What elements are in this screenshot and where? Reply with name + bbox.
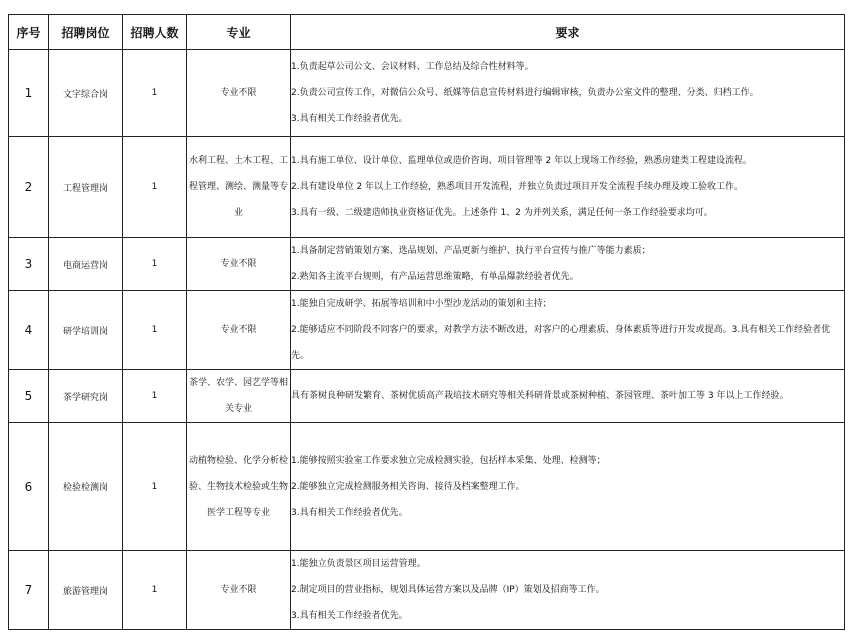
row-position: 研学培训岗 [49, 291, 123, 370]
row-number: 5 [9, 370, 49, 423]
row-number: 7 [9, 551, 49, 630]
requirement-line: 1.能独立负责景区项目运营管理。 [291, 559, 426, 569]
header-major: 专业 [187, 15, 291, 50]
row-number: 2 [9, 137, 49, 238]
header-number: 序号 [9, 15, 49, 50]
requirement-line: 2.能够独立完成检测服务相关咨询、接待及档案整理工作。 [291, 481, 525, 492]
row-position: 文字综合岗 [49, 50, 123, 137]
row-number: 3 [9, 238, 49, 291]
requirement-line: 1.负责起草公司公文、会议材料、工作总结及综合性材料等。 [291, 62, 534, 72]
requirement-line: 3.具有相关工作经验者优先。 [291, 611, 408, 621]
row-major: 专业不限 [187, 238, 291, 291]
row-major: 茶学、农学、园艺学等相关专业 [187, 370, 291, 423]
row-number: 4 [9, 291, 49, 370]
row-count: 1 [123, 423, 187, 551]
row-position: 旅游管理岗 [49, 551, 123, 630]
requirement-line: 2.制定项目的营业指标，规划具体运营方案以及品牌（IP）策划及招商等工作。 [291, 585, 605, 595]
row-count: 1 [123, 238, 187, 291]
row-requirements [291, 423, 845, 551]
row-requirements [291, 238, 845, 291]
requirement-line: 3.具有相关工作经验者优先。 [291, 114, 408, 124]
requirement-line: 1.具备制定营销策划方案、选品规划、产品更新与维护、执行平台宣传与推广等能力素质； [291, 246, 651, 256]
row-major: 专业不限 [187, 551, 291, 630]
row-major: 专业不限 [187, 291, 291, 370]
row-position: 工程管理岗 [49, 137, 123, 238]
table-header-row [9, 15, 845, 50]
row-number: 1 [9, 50, 49, 137]
header-requirements: 要求 [291, 15, 845, 50]
requirement-line: 2.熟知各主流平台规则，有产品运营思维策略，有单品爆款经验者优先。 [291, 272, 579, 282]
row-major: 水利工程、土木工程、工程管理、测绘、测量等专业 [187, 137, 291, 238]
table-row [9, 238, 845, 291]
row-requirements [291, 551, 845, 630]
row-position: 电商运营岗 [49, 238, 123, 291]
requirement-line: 1.能独自完成研学、拓展等培训和中小型沙龙活动的策划和主持； [291, 299, 552, 309]
row-major: 动植物检验、化学分析检验、生物技术检验或生物医学工程等专业 [187, 423, 291, 551]
row-number: 6 [9, 423, 49, 551]
header-count: 招聘人数 [123, 15, 187, 50]
row-requirements [291, 137, 845, 238]
requirement-line: 2.具有建设单位 2 年以上工作经验，熟悉项目开发流程，并独立负责过项目开发全流程手续办理及竣工验收工作。 [291, 182, 744, 192]
requirement-line: 2.负责公司宣传工作，对微信公众号、纸媒等信息宣传材料进行编辑审核，负责办公室文件的整理、分类、归档工作。 [291, 88, 759, 98]
requirement-line: 1.具有施工单位、设计单位、监理单位或造价咨询、项目管理等 2 年以上现场工作经验，熟悉房建类工程建设流程。 [291, 156, 753, 166]
table-row [9, 423, 845, 551]
row-count: 1 [123, 370, 187, 423]
row-count: 1 [123, 50, 187, 137]
header-position: 招聘岗位 [49, 15, 123, 50]
requirement-line: 3.具有一级、二级建造师执业资格证优先。上述条件 1、2 为并列关系，满足任何一条工作经验要求均可。 [291, 208, 713, 218]
table-row [9, 291, 845, 370]
table-row [9, 137, 845, 238]
row-major: 专业不限 [187, 50, 291, 137]
row-requirements [291, 50, 845, 137]
requirement-line: 具有茶树良种研发繁育、茶树优质高产栽培技术研究等相关科研背景或茶树种植、茶园管理、茶叶加工等 3 年以上工作经验。 [291, 391, 789, 401]
row-count: 1 [123, 137, 187, 238]
table-row [9, 551, 845, 630]
row-requirements [291, 291, 845, 370]
row-position: 茶学研究岗 [49, 370, 123, 423]
row-requirements [291, 370, 845, 423]
requirement-line: 3.具有相关工作经验者优先。 [291, 507, 408, 518]
requirement-line: 2.能够适应不同阶段不同客户的要求，对教学方法不断改进，对客户的心理素质、身体素质等进行开发或提高。3.具有相关工作经验者优先。 [291, 325, 831, 361]
row-count: 1 [123, 291, 187, 370]
recruitment-table [8, 14, 845, 630]
row-count: 1 [123, 551, 187, 630]
table-row [9, 370, 845, 423]
table-row [9, 50, 845, 137]
row-position: 检验检测岗 [49, 423, 123, 551]
requirement-line: 1.能够按照实验室工作要求独立完成检测实验，包括样本采集、处理、检测等； [291, 455, 606, 466]
